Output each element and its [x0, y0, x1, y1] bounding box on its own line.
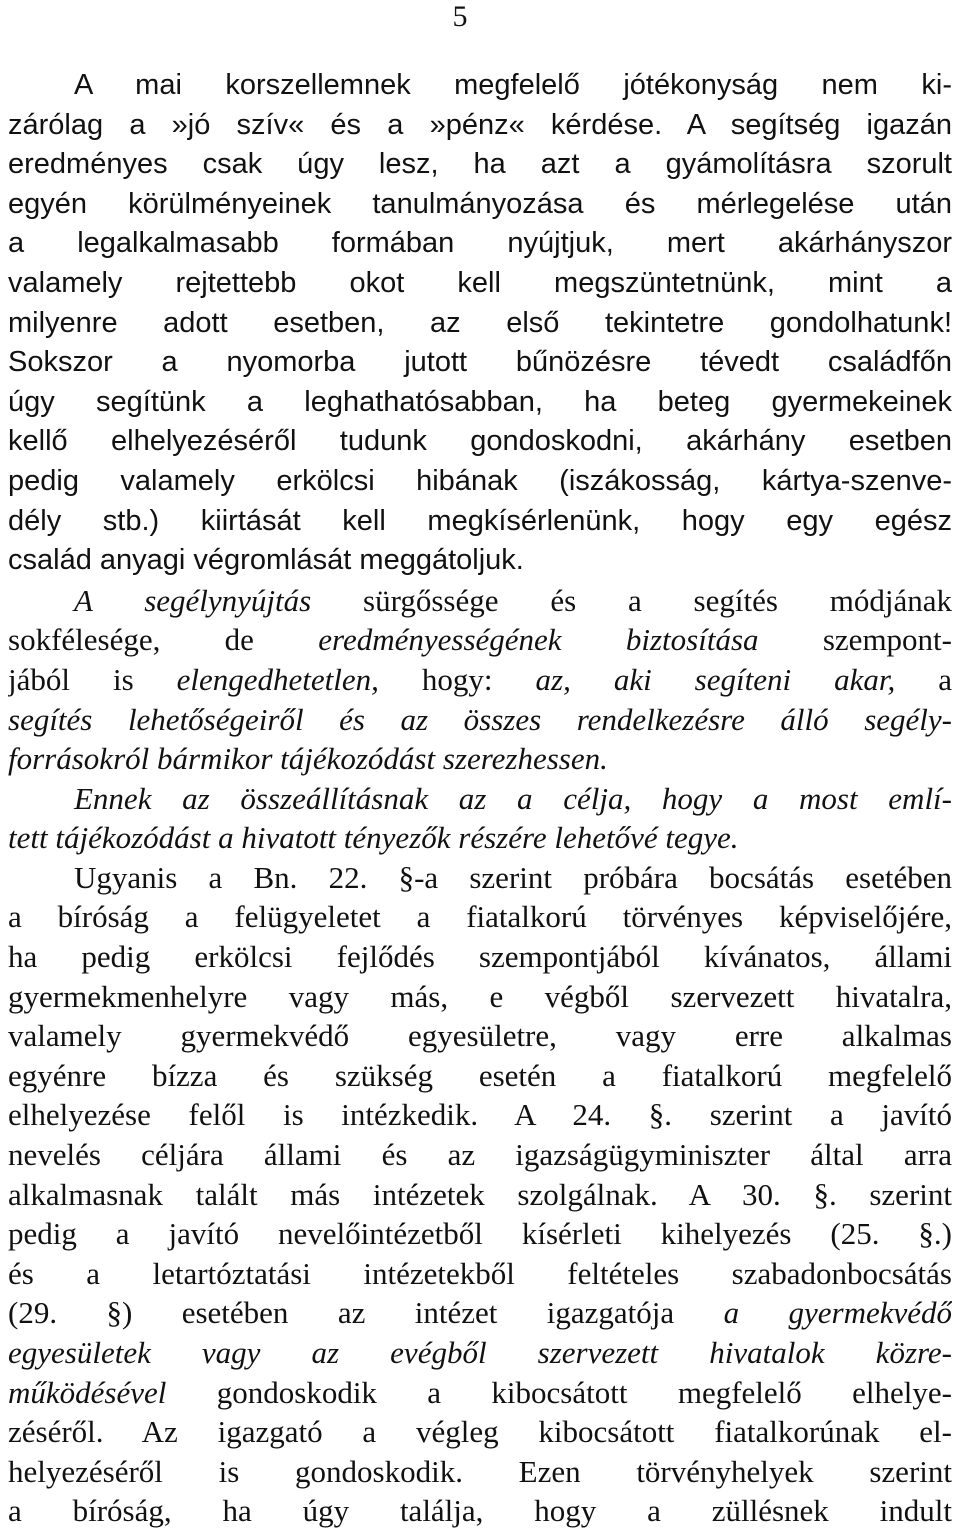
text-segment: a legalkalmasabb formában nyújtjuk, mert akárhányszor [8, 227, 952, 260]
text-segment: egyénre bízza és szükség esetén a fiatalkorú megfelelő [8, 1057, 952, 1093]
text-segment: kellő elhelyezéséről tudunk gondoskodni, akárhány esetben [8, 425, 952, 458]
text-segment: dély stb.) kiirtását kell megkísérlenünk, hogy egy egész [8, 504, 952, 537]
document-body [8, 66, 952, 1531]
text-segment: család anyagi végromlását meggátoljuk. [8, 544, 524, 577]
text-line [8, 1373, 952, 1413]
text-segment: valamely gyermekvédő egyesületre, vagy erre alkalmas [8, 1018, 952, 1054]
text-line [8, 937, 952, 977]
text-segment: ha pedig erkölcsi fejlődés szempontjából kívánatos, állami [8, 939, 952, 975]
text-line [8, 1175, 952, 1215]
text-line [8, 1452, 952, 1492]
text-segment: Sokszor a nyomorba jutott bűnözésre tévedt családfőn [8, 346, 952, 379]
text-segment: elhelyezése felől is intézkedik. A 24. §. szerint a javító [8, 1097, 952, 1133]
text-segment: helyezéséről is gondoskodik. Ezen törvényhelyek szerint [8, 1453, 952, 1489]
italic-text-segment: A segélynyújtás [74, 582, 312, 618]
italic-text-segment: segítés lehetőségeiről és az összes rendelkezésre álló segély- [8, 701, 952, 737]
text-segment: alkalmasnak talált más intézetek szolgálnak. A 30. §. szerint [8, 1176, 952, 1212]
italic-text-segment: működésével [8, 1374, 167, 1410]
text-segment: eredményes csak úgy lesz, ha azt a gyámolításra szorult [8, 148, 952, 181]
text-line [8, 106, 952, 146]
text-segment: A mai korszellemnek megfelelő jótékonyság nem ki- [74, 69, 952, 101]
text-segment: sürgőssége és a segítés módjának [311, 582, 952, 618]
text-line [8, 1412, 952, 1452]
text-line [8, 581, 952, 621]
text-line [8, 185, 952, 225]
text-segment: milyenre adott esetben, az első tekintetre gondolhatunk! [8, 306, 952, 339]
text-segment: zéséről. Az igazgató a végleg kibocsátott fiatalkorúnak el- [8, 1414, 952, 1450]
text-segment: Ugyanis a Bn. 22. §-a szerint próbára bocsátás esetében [74, 859, 952, 895]
text-segment: úgy segítünk a leghathatósabban, ha beteg gyermekeinek [8, 385, 952, 418]
text-line [8, 422, 952, 462]
text-line [8, 1095, 952, 1135]
text-segment: gyermekmenhelyre vagy más, e végből szervezett hivatalra, [8, 978, 952, 1014]
text-segment: sokfélesége, de [8, 622, 319, 658]
italic-text-segment: eredményességének biztosítása [318, 622, 759, 658]
text-line [8, 779, 952, 819]
text-line [8, 1135, 952, 1175]
text-segment: a bíróság, ha úgy találja, hogy a züllésnek indult [8, 1493, 952, 1529]
italic-text-segment: a gyermekvédő [723, 1295, 952, 1331]
text-segment: a [895, 661, 952, 697]
text-line [8, 739, 952, 779]
text-segment: hogy: [378, 661, 536, 697]
italic-text-segment: egyesületek vagy az evégből szervezett hivatalok közre- [8, 1335, 952, 1370]
text-line [8, 343, 952, 383]
text-line [8, 1016, 952, 1056]
text-line [8, 224, 952, 264]
text-line [8, 541, 952, 581]
text-segment: a bíróság a felügyeletet a fiatalkorú törvényes képviselőjére, [8, 899, 952, 935]
text-line [8, 700, 952, 740]
text-line [8, 660, 952, 700]
text-line [8, 818, 952, 858]
text-line [8, 897, 952, 937]
text-line [8, 502, 952, 542]
text-line [8, 145, 952, 185]
text-line [8, 66, 952, 106]
text-segment: gondoskodik a kibocsátott megfelelő elhelye- [166, 1374, 952, 1410]
text-line [8, 383, 952, 423]
text-segment: egyén körülményeinek tanulmányozása és mérlegelése után [8, 187, 952, 220]
text-segment: és a letartóztatási intézetekből feltételes szabadonbocsátás [8, 1255, 952, 1291]
text-segment: valamely rejtettebb okot kell megszüntetnünk, mint a [8, 266, 952, 299]
italic-text-segment: forrásokról bármikor tájékozódást szerezhessen. [8, 741, 608, 777]
text-line [8, 264, 952, 304]
italic-text-segment: tett tájékozódást a hivatott tényezők részére lehetővé tegye. [8, 820, 739, 856]
text-segment: (29. §) esetében az intézet igazgatója [8, 1295, 724, 1331]
page-number: 5 [452, 0, 468, 33]
text-line [8, 620, 952, 660]
text-line [8, 1056, 952, 1096]
italic-text-segment: Ennek az összeállításnak az a célja, hogy a most emlí- [74, 780, 952, 816]
text-line [8, 977, 952, 1017]
text-line [8, 1214, 952, 1254]
italic-text-segment: az, aki segíteni akar, [535, 661, 896, 697]
text-segment: pedig a javító nevelőintézetből kísérleti kihelyezés (25. §.) [8, 1216, 952, 1252]
text-line [8, 1491, 952, 1531]
text-line [8, 304, 952, 344]
text-line [8, 1333, 952, 1373]
text-segment: szempont- [758, 622, 952, 658]
text-segment: jából is [8, 661, 177, 697]
text-line [8, 1293, 952, 1333]
text-segment: nevelés céljára állami és az igazságügyminiszter által arra [8, 1137, 952, 1173]
italic-text-segment: elengedhetetlen, [176, 661, 379, 697]
text-segment: zárólag a »jó szív« és a »pénz« kérdése. A segítség igazán [8, 108, 952, 141]
text-line [8, 1254, 952, 1294]
text-line [8, 858, 952, 898]
text-line [8, 462, 952, 502]
text-segment: pedig valamely erkölcsi hibának (iszákosság, kártya-szenve- [8, 464, 952, 497]
